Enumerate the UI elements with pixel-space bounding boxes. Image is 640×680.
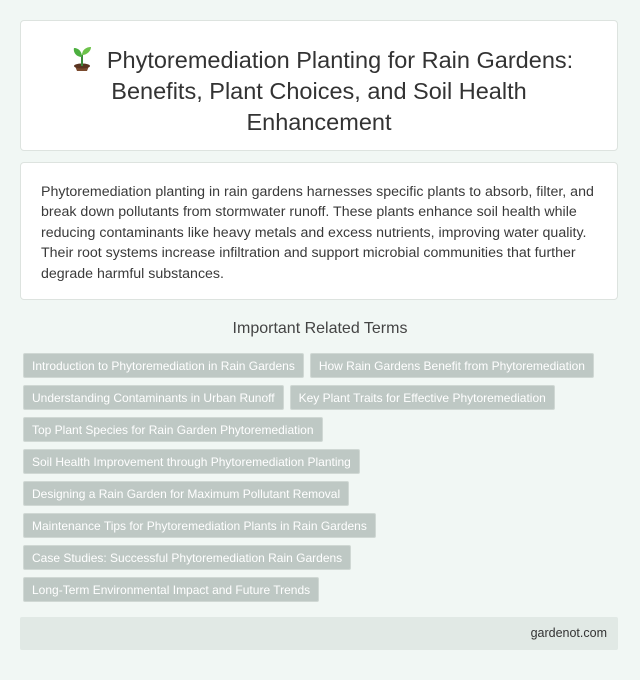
term-tag[interactable]: Introduction to Phytoremediation in Rain Gardens [23,353,304,378]
title-line-1: Phytoremediation Planting for Rain Gardens: [106,47,574,73]
term-tag[interactable]: Top Plant Species for Rain Garden Phytoremediation [23,417,323,442]
term-tag[interactable]: Designing a Rain Garden for Maximum Pollutant Removal [23,481,349,506]
term-row [23,417,623,449]
title-line-3: Enhancement [246,109,392,135]
term-tag[interactable]: How Rain Gardens Benefit from Phytoremediation [310,353,594,378]
term-row [23,545,623,577]
term-row [23,481,623,513]
term-row [23,577,623,609]
term-row [23,513,623,545]
term-row [23,385,623,417]
term-tag[interactable]: Understanding Contaminants in Urban Runoff [23,385,284,410]
term-tag[interactable]: Soil Health Improvement through Phytoremediation Planting [23,449,360,474]
term-row [23,449,623,481]
title-card [20,20,618,151]
related-terms-list [23,353,623,609]
sprout-icon [65,45,99,71]
footer-site-name[interactable]: gardenot.com [530,626,607,640]
term-tag[interactable]: Case Studies: Successful Phytoremediation Rain Gardens [23,545,351,570]
title-line-2: Benefits, Plant Choices, and Soil Health [111,78,527,104]
intro-card [20,162,618,300]
term-tag[interactable]: Maintenance Tips for Phytoremediation Plants in Rain Gardens [23,513,376,538]
term-row [23,353,623,385]
related-terms-heading: Important Related Terms [232,320,408,337]
intro-paragraph: Phytoremediation planting in rain gardens harnesses specific plants to absorb, filter, and break down pollutants from stormwater runoff. These plants enhance soil health while reducing contaminants like heavy metals and excess nutrients, improving water quality. Their root systems increase infiltration and support microbial communities that further degrade harmful substances. [41,184,594,282]
term-tag[interactable]: Key Plant Traits for Effective Phytoremediation [290,385,555,410]
term-tag[interactable]: Long-Term Environmental Impact and Future Trends [23,577,319,602]
page-title [21,45,617,138]
footer [20,617,618,650]
